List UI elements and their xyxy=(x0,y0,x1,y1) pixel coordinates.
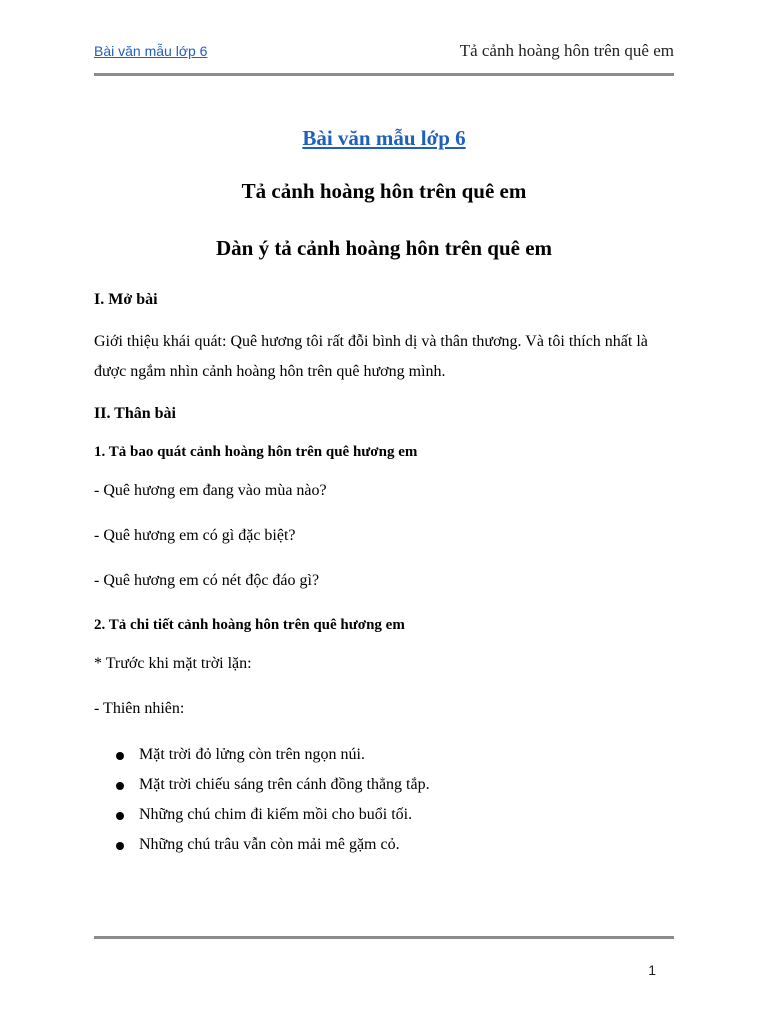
header-divider xyxy=(94,73,674,76)
list-item-text: Những chú chim đi kiếm mồi cho buổi tối. xyxy=(139,806,413,823)
before-sunset-label: * Trước khi mặt trời lặn: xyxy=(94,655,252,672)
list-item-text: Mặt trời đỏ lửng còn trên ngọn núi. xyxy=(139,746,365,763)
page-header xyxy=(94,41,674,61)
list-item-text: Mặt trời chiếu sáng trên cánh đồng thẳng tắp. xyxy=(139,776,430,793)
document-link-title[interactable]: Bài văn mẫu lớp 6 xyxy=(302,126,466,150)
nature-label: - Thiên nhiên: xyxy=(94,700,185,717)
bullet-icon xyxy=(116,752,124,760)
intro-paragraph: Giới thiệu khái quát: Quê hương tôi rất đỗi bình dị và thân thương. Và tôi thích nhất là được ngắm nhìn cảnh hoàng hôn trên quê hương mình. xyxy=(94,333,648,380)
page-number: 1 xyxy=(648,962,656,978)
overview-question: - Quê hương em có nét độc đáo gì? xyxy=(94,572,320,589)
footer-divider xyxy=(94,936,674,939)
overview-question: - Quê hương em đang vào mùa nào? xyxy=(94,482,327,499)
subsection-heading-detail: 2. Tả chi tiết cảnh hoàng hôn trên quê hương em xyxy=(94,617,405,633)
list-item xyxy=(94,770,674,800)
list-item xyxy=(94,830,674,860)
document-body xyxy=(94,120,674,860)
list-item-text: Những chú trâu vẫn còn mải mê gặm cỏ. xyxy=(139,836,400,853)
section-heading-body: II. Thân bài xyxy=(94,405,176,422)
header-title: Tả cảnh hoàng hôn trên quê em xyxy=(459,41,674,60)
header-link[interactable]: Bài văn mẫu lớp 6 xyxy=(94,43,208,59)
document-title: Tả cảnh hoàng hôn trên quê em xyxy=(241,179,527,203)
outline-title: Dàn ý tả cảnh hoàng hôn trên quê em xyxy=(215,236,553,260)
list-item xyxy=(94,800,674,830)
list-item xyxy=(94,740,674,770)
nature-bullet-list xyxy=(94,740,674,860)
subsection-heading-overview: 1. Tả bao quát cảnh hoàng hôn trên quê hương em xyxy=(94,444,418,460)
bullet-icon xyxy=(116,842,124,850)
bullet-icon xyxy=(116,812,124,820)
section-heading-intro: I. Mở bài xyxy=(94,291,158,308)
bullet-icon xyxy=(116,782,124,790)
overview-question: - Quê hương em có gì đặc biệt? xyxy=(94,527,296,544)
